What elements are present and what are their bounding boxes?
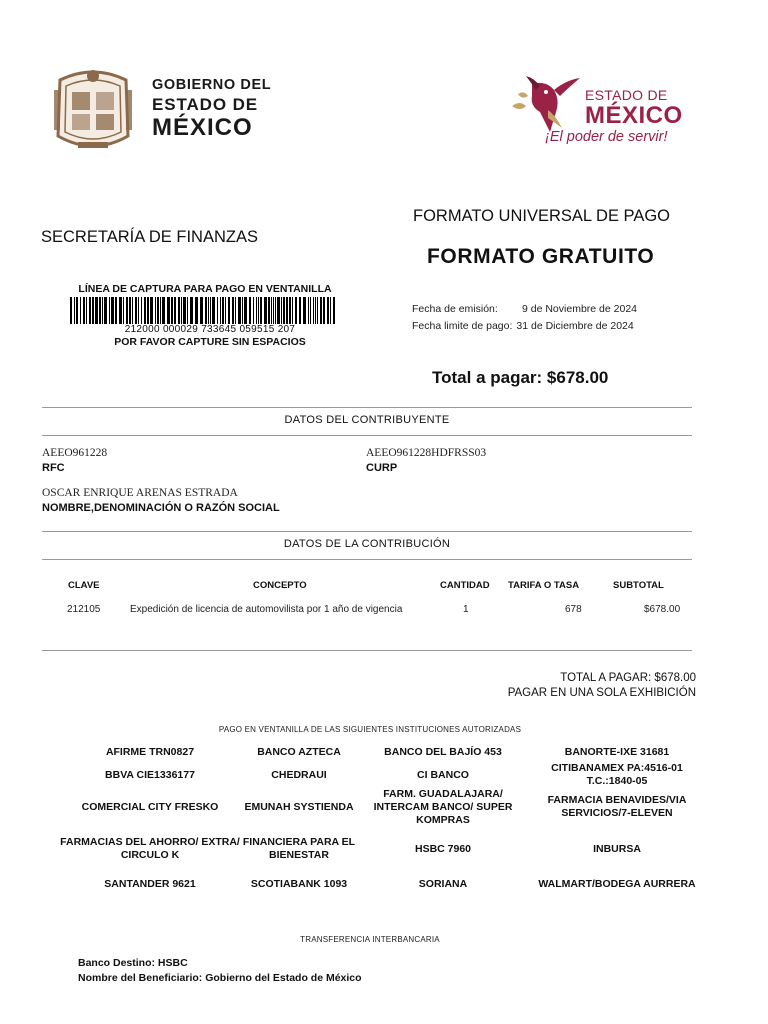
barcode-bar — [144, 297, 146, 324]
barcode-bar — [330, 297, 331, 324]
barcode-bar — [299, 297, 301, 324]
barcode-bar — [160, 297, 161, 324]
barcode-bar — [313, 297, 314, 324]
dates-block — [412, 301, 637, 335]
barcode-bar — [271, 297, 272, 324]
barcode-bar — [323, 297, 325, 324]
barcode-bar — [95, 297, 98, 324]
banco-destino: Banco Destino: HSBC — [78, 957, 188, 969]
barcode-bar — [208, 297, 209, 324]
header-cantidad: CANTIDAD — [440, 580, 490, 591]
gov-line1: GOBIERNO DEL — [152, 77, 272, 93]
nombre-label: NOMBRE,DENOMINACIÓN O RAZÓN SOCIAL — [42, 502, 280, 514]
barcode-bar — [104, 297, 107, 324]
row-tarifa: 678 — [565, 604, 582, 615]
nombre-value: OSCAR ENRIQUE ARENAS ESTRADA — [42, 487, 238, 499]
institucion-item: BBVA CIE1336177 — [105, 768, 195, 781]
barcode-bar — [268, 297, 270, 324]
institucion-item: FINANCIERA PARA EL BIENESTAR — [242, 836, 356, 861]
barcode-bar — [235, 297, 236, 324]
curp-value: AEEO961228HDFRSS03 — [366, 447, 487, 459]
divider — [42, 531, 692, 532]
barcode-bar — [187, 297, 188, 324]
barcode-bar — [150, 297, 153, 324]
institucion-item: CI BANCO — [417, 768, 469, 781]
fecha-emision: 9 de Noviembre de 2024 — [522, 303, 637, 315]
institucion-item: BANORTE-IXE 31681 — [564, 745, 670, 758]
barcode-bar — [138, 297, 139, 324]
barcode-bar — [238, 297, 241, 324]
estado-logo-text — [545, 87, 683, 145]
barcode-bar — [275, 297, 276, 324]
barcode-bar — [111, 297, 114, 324]
barcode — [70, 297, 336, 324]
contribucion-section-title: DATOS DE LA CONTRIBUCIÓN — [283, 538, 451, 550]
barcode-bar — [320, 297, 322, 324]
edo-line1: ESTADO DE — [585, 87, 668, 103]
barcode-bar — [249, 297, 251, 324]
barcode-bar — [253, 297, 254, 324]
barcode-bar — [205, 297, 207, 324]
transferencia-details — [78, 956, 362, 986]
barcode-bar — [147, 297, 149, 324]
total-summary — [508, 671, 696, 701]
barcode-bar — [183, 297, 186, 324]
barcode-bar — [129, 297, 131, 324]
barcode-bar — [70, 297, 72, 324]
barcode-bar — [181, 297, 182, 324]
instituciones-grid — [60, 740, 706, 898]
divider — [42, 650, 692, 651]
rfc-label: RFC — [42, 462, 65, 474]
row-subtotal: $678.00 — [644, 604, 681, 615]
barcode-bar — [212, 297, 215, 324]
barcode-bar — [83, 297, 85, 324]
barcode-bar — [283, 297, 285, 324]
institucion-item: SANTANDER 9621 — [104, 877, 196, 890]
exhibicion-note: PAGAR EN UNA SOLA EXHIBICIÓN — [507, 687, 696, 699]
transferencia-title: TRANSFERENCIA INTERBANCARIA — [300, 935, 440, 944]
barcode-bar — [220, 297, 221, 324]
barcode-bar — [80, 297, 81, 324]
formato-gratuito-title: FORMATO GRATUITO — [427, 245, 655, 268]
barcode-bar — [225, 297, 226, 324]
barcode-bar — [217, 297, 218, 324]
barcode-bar — [242, 297, 243, 324]
barcode-bar — [135, 297, 137, 324]
institucion-item: SORIANA — [418, 877, 468, 890]
row-concepto: Expedición de licencia de automovilista por 1 año de vigencia — [130, 604, 403, 615]
linea-captura-label: LÍNEA DE CAPTURA PARA PAGO EN VENTANILLA — [78, 283, 332, 295]
barcode-bar — [317, 297, 318, 324]
barcode-bar — [260, 297, 262, 324]
linea-captura-number: 212000 000029 733645 059515 207 — [124, 324, 296, 335]
institucion-item: SCOTIABANK 1093 — [250, 877, 348, 890]
institucion-item: INBURSA — [593, 842, 641, 855]
instituciones-title: PAGO EN VENTANILLA DE LAS SIGUIENTES INSTITUCIONES AUTORIZADAS — [218, 725, 522, 734]
barcode-bar — [277, 297, 280, 324]
institucion-item: FARM. GUADALAJARA/ INTERCAM BANCO/ SUPER KOMPRAS — [373, 787, 513, 826]
barcode-bar — [273, 297, 274, 324]
slogan: ¡El poder de servir! — [545, 129, 668, 145]
edo-line2: MÉXICO — [585, 102, 683, 129]
barcode-bar — [174, 297, 176, 324]
header-subtotal: SUBTOTAL — [613, 580, 664, 591]
barcode-bar — [303, 297, 306, 324]
gov-line3: MÉXICO — [152, 113, 253, 141]
barcode-bar — [99, 297, 101, 324]
barcode-bar — [295, 297, 297, 324]
barcode-bar — [222, 297, 224, 324]
row-clave: 212105 — [67, 604, 101, 615]
gobierno-logo-text — [152, 78, 271, 140]
barcode-bar — [200, 297, 203, 324]
barcode-bar — [74, 297, 75, 324]
barcode-bar — [210, 297, 211, 324]
barcode-bar — [178, 297, 180, 324]
barcode-bar — [171, 297, 173, 324]
barcode-bar — [228, 297, 230, 324]
barcode-bar — [115, 297, 117, 324]
barcode-bar — [195, 297, 198, 324]
barcode-bar — [232, 297, 234, 324]
barcode-bar — [119, 297, 122, 324]
barcode-bar — [126, 297, 128, 324]
institucion-item: CHEDRAUI — [271, 768, 327, 781]
rfc-value: AEEO961228 — [42, 447, 108, 459]
institucion-item: CITIBANAMEX PA:4516-01 T.C.:1840-05 — [551, 762, 683, 787]
barcode-bar — [92, 297, 94, 324]
institucion-item: FARMACIA BENAVIDES/VIA SERVICIOS/7-ELEVEN — [547, 794, 687, 819]
fecha-emision-label: Fecha de emisión: — [412, 303, 498, 315]
curp-label: CURP — [366, 462, 398, 474]
barcode-bar — [190, 297, 193, 324]
beneficiario: Nombre del Beneficiario: Gobierno del Estado de México — [78, 972, 362, 984]
institucion-item: HSBC 7960 — [414, 842, 472, 855]
barcode-bar — [286, 297, 288, 324]
barcode-bar — [315, 297, 316, 324]
divider — [42, 407, 692, 408]
barcode-bar — [155, 297, 156, 324]
header-concepto: CONCEPTO — [253, 580, 307, 591]
institucion-item: WALMART/BODEGA AURRERA — [538, 877, 696, 890]
barcode-bar — [86, 297, 87, 324]
barcode-bar — [162, 297, 165, 324]
barcode-bar — [167, 297, 170, 324]
barcode-bar — [333, 297, 335, 324]
institucion-item: FARMACIAS DEL AHORRO/ EXTRA/ CIRCULO K — [60, 836, 240, 861]
formato-universal-title: FORMATO UNIVERSAL DE PAGO — [413, 207, 671, 225]
fecha-limite-label: Fecha limite de pago: — [412, 320, 513, 332]
institucion-item: EMUNAH SYSTIENDA — [244, 800, 354, 813]
government-seal-icon — [48, 66, 138, 152]
total-a-pagar: Total a pagar: $678.00 — [432, 368, 609, 387]
header-tarifa: TARIFA O TASA — [508, 580, 580, 591]
barcode-bar — [157, 297, 159, 324]
barcode-bar — [141, 297, 142, 324]
gov-line2: ESTADO DE — [152, 94, 259, 114]
barcode-bar — [76, 297, 78, 324]
barcode-bar — [310, 297, 311, 324]
barcode-bar — [327, 297, 329, 324]
barcode-bar — [244, 297, 247, 324]
contribuyente-section-title: DATOS DEL CONTRIBUYENTE — [284, 414, 450, 426]
barcode-bar — [258, 297, 259, 324]
barcode-bar — [102, 297, 103, 324]
institucion-item: BANCO AZTECA — [257, 745, 341, 758]
barcode-bar — [264, 297, 267, 324]
divider — [42, 435, 692, 436]
institucion-item: COMERCIAL CITY FRESKO — [81, 800, 219, 813]
divider — [42, 559, 692, 560]
barcode-bar — [123, 297, 124, 324]
fecha-limite: 31 de Diciembre de 2024 — [516, 320, 634, 332]
header-clave: CLAVE — [68, 580, 100, 591]
total-line: TOTAL A PAGAR: $678.00 — [560, 672, 696, 684]
capture-note: POR FAVOR CAPTURE SIN ESPACIOS — [114, 336, 306, 348]
row-cantidad: 1 — [463, 604, 469, 615]
barcode-bar — [308, 297, 309, 324]
barcode-bar — [109, 297, 110, 324]
barcode-bar — [132, 297, 133, 324]
institucion-item: AFIRME TRN0827 — [105, 745, 195, 758]
barcode-bar — [89, 297, 91, 324]
institucion-item: BANCO DEL BAJÍO 453 — [384, 745, 502, 758]
barcode-bar — [292, 297, 293, 324]
secretaria-title: SECRETARÍA DE FINANZAS — [41, 228, 258, 246]
barcode-bar — [281, 297, 282, 324]
barcode-bar — [289, 297, 291, 324]
barcode-bar — [256, 297, 257, 324]
